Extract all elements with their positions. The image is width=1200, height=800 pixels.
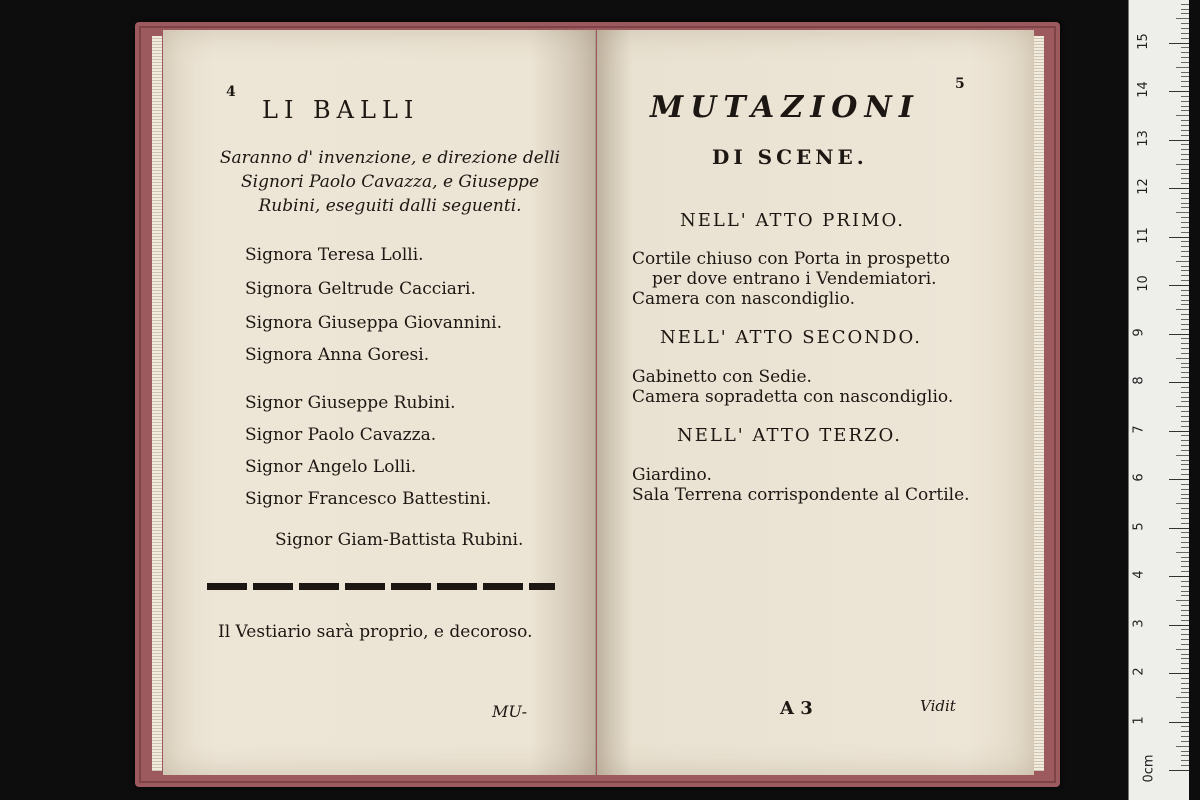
dancer-line: Signor Francesco Battestini.: [245, 489, 492, 509]
ruler-tick: [1181, 387, 1189, 388]
page-edges-left: [152, 36, 162, 771]
ruler-tick: [1181, 581, 1189, 582]
ruler-tick: [1181, 173, 1189, 174]
ruler-tick: [1181, 498, 1189, 499]
balli-subheading-line-1: Saranno d' invenzione, e direzione delli: [219, 148, 561, 168]
ruler-tick: [1181, 86, 1189, 87]
ruler-number: 7: [1131, 424, 1147, 434]
ruler-tick: [1181, 232, 1189, 233]
dancer-line: Signor Paolo Cavazza.: [245, 425, 437, 445]
ruler-tick: [1181, 270, 1189, 271]
ruler-tick: [1181, 765, 1189, 766]
ruler-tick: [1181, 217, 1189, 218]
ruler-tick: [1181, 353, 1189, 354]
ruler-tick: [1169, 431, 1189, 432]
ruler-tick: [1181, 537, 1189, 538]
ruler-tick: [1181, 595, 1189, 596]
ruler-tick: [1181, 474, 1189, 475]
ruler-tick: [1181, 707, 1189, 708]
ruler-number: 1: [1131, 715, 1147, 725]
ruler-tick: [1181, 290, 1189, 291]
left-catchword: MU-: [492, 702, 527, 721]
ruler-tick: [1181, 421, 1189, 422]
ruler-tick: [1181, 751, 1189, 752]
ruler-tick: [1181, 523, 1189, 524]
scene-line: Sala Terrena corrispondente al Cortile.: [632, 485, 970, 505]
ruler-tick: [1181, 634, 1189, 635]
ruler-tick: [1176, 67, 1189, 68]
ruler-tick: [1169, 285, 1189, 286]
ruler-number: 12: [1135, 178, 1151, 195]
ruler-tick: [1181, 222, 1189, 223]
ruler-tick: [1181, 4, 1189, 5]
ruler-tick: [1181, 615, 1189, 616]
ruler-tick: [1181, 566, 1189, 567]
ruler-tick: [1181, 586, 1189, 587]
ruler-tick: [1181, 658, 1189, 659]
ruler-tick: [1181, 96, 1189, 97]
ruler-tick: [1181, 416, 1189, 417]
ruler-tick: [1176, 406, 1189, 407]
ruler-tick: [1181, 712, 1189, 713]
balli-subheading-line-2: Signori Paolo Cavazza, e Giuseppe: [240, 172, 539, 192]
ruler-tick: [1181, 324, 1189, 325]
act-heading: NELL' ATTO PRIMO.: [680, 210, 905, 231]
ruler-tick: [1181, 392, 1189, 393]
ruler-tick: [1169, 382, 1189, 383]
ruler-tick: [1181, 435, 1189, 436]
ruler-tick: [1181, 736, 1189, 737]
ruler-tick: [1169, 479, 1189, 480]
ruler-tick: [1181, 532, 1189, 533]
ruler-number: 13: [1135, 129, 1151, 147]
ruler-tick: [1181, 639, 1189, 640]
ruler-tick: [1181, 338, 1189, 339]
ruler-tick: [1176, 164, 1189, 165]
dancer-line: Signora Geltrude Cacciari.: [245, 279, 476, 299]
ruler-tick: [1181, 702, 1189, 703]
ruler-tick: [1181, 668, 1189, 669]
ruler-number: 2: [1131, 667, 1147, 676]
ruler-tick: [1176, 358, 1189, 359]
ruler-tick: [1181, 319, 1189, 320]
ruler-tick: [1181, 411, 1189, 412]
ruler-number: 0cm: [1141, 754, 1157, 783]
ruler-tick: [1181, 125, 1189, 126]
ruler-tick: [1181, 494, 1189, 495]
ruler-tick: [1181, 280, 1189, 281]
ruler-tick: [1181, 314, 1189, 315]
ruler-tick: [1181, 367, 1189, 368]
ruler-tick: [1181, 149, 1189, 150]
ruler-tick: [1169, 576, 1189, 577]
ruler-tick: [1181, 72, 1189, 73]
ruler-tick: [1169, 673, 1189, 674]
ruler-tick: [1181, 198, 1189, 199]
ruler-tick: [1176, 18, 1189, 19]
ruler-tick: [1181, 445, 1189, 446]
ruler-tick: [1181, 251, 1189, 252]
dancer-line: Signora Giuseppa Giovannini.: [245, 313, 502, 333]
act-heading: NELL' ATTO TERZO.: [677, 425, 902, 446]
measurement-ruler: [1128, 0, 1189, 800]
scene-line: Camera sopradetta con nascondiglio.: [632, 387, 954, 407]
ruler-tick: [1181, 678, 1189, 679]
signature-mark: A 3: [780, 698, 813, 719]
ruler-number: 5: [1131, 521, 1147, 531]
ruler-tick: [1169, 334, 1189, 335]
ruler-number: 8: [1131, 376, 1147, 385]
ruler-tick: [1181, 644, 1189, 645]
scene-line: Gabinetto con Sedie.: [632, 367, 812, 387]
ruler-tick: [1181, 760, 1189, 761]
ruler-tick: [1181, 348, 1189, 349]
ruler-tick: [1181, 101, 1189, 102]
ruler-tick: [1181, 23, 1189, 24]
ruler-tick: [1181, 469, 1189, 470]
ruler-tick: [1181, 81, 1189, 82]
scene-line: per dove entrano i Vendemiatori.: [652, 269, 937, 289]
dashed-rule: [207, 583, 555, 590]
ruler-tick: [1176, 309, 1189, 310]
dancer-line: Signora Anna Goresi.: [245, 345, 430, 365]
ruler-tick: [1176, 115, 1189, 116]
ruler-tick: [1181, 275, 1189, 276]
ruler-tick: [1181, 38, 1189, 39]
ruler-tick: [1169, 770, 1189, 771]
ruler-tick: [1176, 600, 1189, 601]
ruler-tick: [1181, 256, 1189, 257]
ruler-tick: [1181, 591, 1189, 592]
ruler-tick: [1181, 193, 1189, 194]
ruler-tick: [1181, 183, 1189, 184]
ruler-tick: [1181, 13, 1189, 14]
ruler-tick: [1181, 110, 1189, 111]
ruler-tick: [1176, 552, 1189, 553]
scene-line: Camera con nascondiglio.: [632, 289, 856, 309]
ruler-tick: [1181, 377, 1189, 378]
ruler-tick: [1181, 464, 1189, 465]
ruler-tick: [1176, 697, 1189, 698]
ruler-tick: [1176, 746, 1189, 747]
ruler-tick: [1181, 203, 1189, 204]
ruler-tick: [1181, 52, 1189, 53]
ruler-tick: [1169, 625, 1189, 626]
dancer-line: Signor Angelo Lolli.: [245, 457, 417, 477]
ruler-tick: [1181, 654, 1189, 655]
ruler-tick: [1181, 683, 1189, 684]
ruler-tick: [1181, 295, 1189, 296]
ruler-tick: [1181, 561, 1189, 562]
ruler-tick: [1181, 726, 1189, 727]
ruler-tick: [1169, 528, 1189, 529]
ruler-tick: [1181, 571, 1189, 572]
scene-line: Cortile chiuso con Porta in prospetto: [632, 249, 950, 269]
ruler-tick: [1169, 43, 1189, 44]
ruler-tick: [1181, 178, 1189, 179]
scene-subtitle: DI SCENE.: [712, 145, 868, 169]
ruler-tick: [1181, 401, 1189, 402]
ruler-tick: [1181, 460, 1189, 461]
ruler-tick: [1181, 144, 1189, 145]
ruler-tick: [1176, 212, 1189, 213]
ruler-tick: [1181, 76, 1189, 77]
ruler-tick: [1181, 207, 1189, 208]
ruler-tick: [1176, 503, 1189, 504]
ruler-tick: [1169, 140, 1189, 141]
costume-note: Il Vestiario sarà proprio, e decoroso.: [218, 622, 533, 642]
ruler-tick: [1181, 154, 1189, 155]
ruler-tick: [1181, 605, 1189, 606]
ruler-tick: [1181, 620, 1189, 621]
ruler-number: 14: [1135, 81, 1151, 98]
ruler-number: 10: [1135, 275, 1151, 292]
ruler-tick: [1176, 261, 1189, 262]
left-page-number: 4: [226, 84, 236, 100]
ruler-number: 15: [1135, 32, 1151, 50]
ruler-tick: [1181, 397, 1189, 398]
ruler-tick: [1181, 343, 1189, 344]
ruler-tick: [1181, 130, 1189, 131]
ruler-tick: [1181, 241, 1189, 242]
right-catchword: Vidit: [920, 697, 956, 715]
ruler-number: 6: [1131, 473, 1147, 482]
ruler-tick: [1181, 329, 1189, 330]
ruler-tick: [1181, 663, 1189, 664]
ruler-number: 11: [1135, 226, 1151, 244]
mutazioni-title: MUTAZIONI: [650, 90, 920, 125]
ruler-tick: [1176, 649, 1189, 650]
ruler-tick: [1181, 508, 1189, 509]
balli-heading: LI BALLI: [262, 96, 420, 124]
ruler-tick: [1181, 450, 1189, 451]
dancer-line: Signor Giuseppe Rubini.: [245, 393, 456, 413]
act-heading: NELL' ATTO SECONDO.: [660, 327, 922, 348]
ruler-tick: [1181, 542, 1189, 543]
ruler-tick: [1181, 120, 1189, 121]
ruler-tick: [1181, 57, 1189, 58]
ruler-tick: [1181, 9, 1189, 10]
ruler-tick: [1181, 304, 1189, 305]
balli-subheading-line-3: Rubini, eseguiti dalli seguenti.: [258, 196, 522, 216]
ruler-tick: [1176, 455, 1189, 456]
ruler-tick: [1181, 547, 1189, 548]
ruler-tick: [1181, 159, 1189, 160]
right-page-number: 5: [955, 76, 965, 92]
ruler-tick: [1169, 237, 1189, 238]
ruler-number: 3: [1131, 618, 1147, 628]
ruler-tick: [1181, 489, 1189, 490]
ruler-tick: [1181, 731, 1189, 732]
ruler-tick: [1181, 246, 1189, 247]
ruler-tick: [1181, 484, 1189, 485]
ruler-number: 4: [1131, 570, 1147, 579]
ruler-tick: [1169, 91, 1189, 92]
ruler-tick: [1181, 169, 1189, 170]
ruler-tick: [1181, 610, 1189, 611]
ruler-tick: [1181, 227, 1189, 228]
ruler-tick: [1181, 440, 1189, 441]
page-edges-right: [1034, 36, 1044, 771]
ruler-tick: [1181, 47, 1189, 48]
ruler-tick: [1181, 513, 1189, 514]
ruler-tick: [1181, 692, 1189, 693]
ruler-tick: [1181, 33, 1189, 34]
ruler-tick: [1181, 717, 1189, 718]
ruler-tick: [1181, 106, 1189, 107]
ruler-tick: [1181, 363, 1189, 364]
dancer-line-extra: Signor Giam-Battista Rubini.: [275, 530, 524, 550]
ruler-tick: [1181, 266, 1189, 267]
ruler-tick: [1181, 372, 1189, 373]
dancer-line: Signora Teresa Lolli.: [245, 245, 424, 265]
ruler-tick: [1181, 688, 1189, 689]
ruler-tick: [1181, 629, 1189, 630]
ruler-tick: [1169, 722, 1189, 723]
ruler-tick: [1169, 188, 1189, 189]
scene-line: Giardino.: [632, 465, 712, 485]
ruler-tick: [1181, 755, 1189, 756]
ruler-tick: [1181, 135, 1189, 136]
ruler-tick: [1181, 741, 1189, 742]
ruler-tick: [1181, 557, 1189, 558]
ruler-number: 9: [1131, 327, 1147, 337]
ruler-tick: [1181, 62, 1189, 63]
ruler-tick: [1181, 426, 1189, 427]
ruler-tick: [1181, 518, 1189, 519]
ruler-tick: [1181, 300, 1189, 301]
ruler-tick: [1181, 28, 1189, 29]
